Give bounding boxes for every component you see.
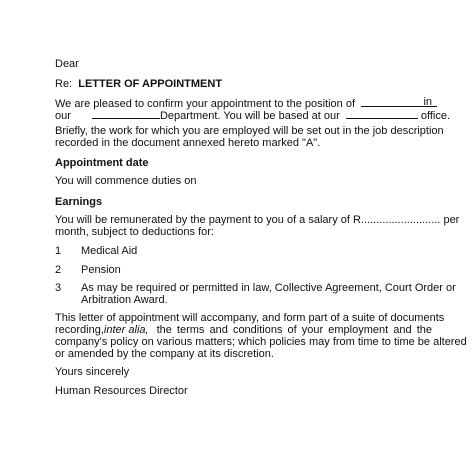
office-blank bbox=[346, 108, 418, 119]
list-item-label-cont: Arbitration Award. bbox=[81, 294, 168, 306]
closing: Yours sincerely bbox=[55, 366, 130, 378]
final-para-line4: or amended by the company at its discretion. bbox=[55, 348, 274, 360]
final-para-line1: This letter of appointment will accompany, and form part of a suite of documents bbox=[55, 312, 445, 324]
list-item-label: Pension bbox=[81, 264, 121, 276]
para1-line1: We are pleased to confirm your appointment to the position of in bbox=[55, 96, 432, 111]
subject-line bbox=[55, 78, 222, 91]
para2-line1: Briefly, the work for which you are employed will be set out in the job description bbox=[55, 125, 444, 137]
appointment-heading: Appointment date bbox=[55, 157, 149, 169]
earnings-line1: You will be remunerated by the payment to you of a salary of R.......................... per bbox=[55, 214, 460, 226]
list-item-label: As may be required or permitted in law, Collective Agreement, Court Order or bbox=[81, 282, 456, 294]
list-item-number: 1 bbox=[55, 245, 62, 257]
re-label: Re: bbox=[55, 78, 73, 90]
earnings-line2: month, subject to deductions for: bbox=[55, 226, 214, 238]
department-blank bbox=[92, 108, 160, 119]
signature: Human Resources Director bbox=[55, 385, 188, 397]
letter-title: LETTER OF APPOINTMENT bbox=[78, 78, 223, 90]
salutation: Dear bbox=[55, 58, 79, 70]
list-item-label: Medical Aid bbox=[81, 245, 138, 257]
earnings-heading: Earnings bbox=[55, 196, 103, 208]
final-para-line3: company's policy on various matters; which policies may from time to time be altered bbox=[55, 336, 467, 348]
para1-line2: our Department. You will be based at our office. bbox=[55, 110, 451, 122]
list-item-number: 2 bbox=[55, 264, 62, 276]
appointment-text: You will commence duties on bbox=[55, 175, 197, 187]
list-item-number: 3 bbox=[55, 282, 62, 294]
para2-line2: recorded in the document annexed hereto marked "A". bbox=[55, 137, 321, 149]
final-para-line2: recording, inter alia, the terms and conditions of your employment and the bbox=[55, 324, 432, 336]
